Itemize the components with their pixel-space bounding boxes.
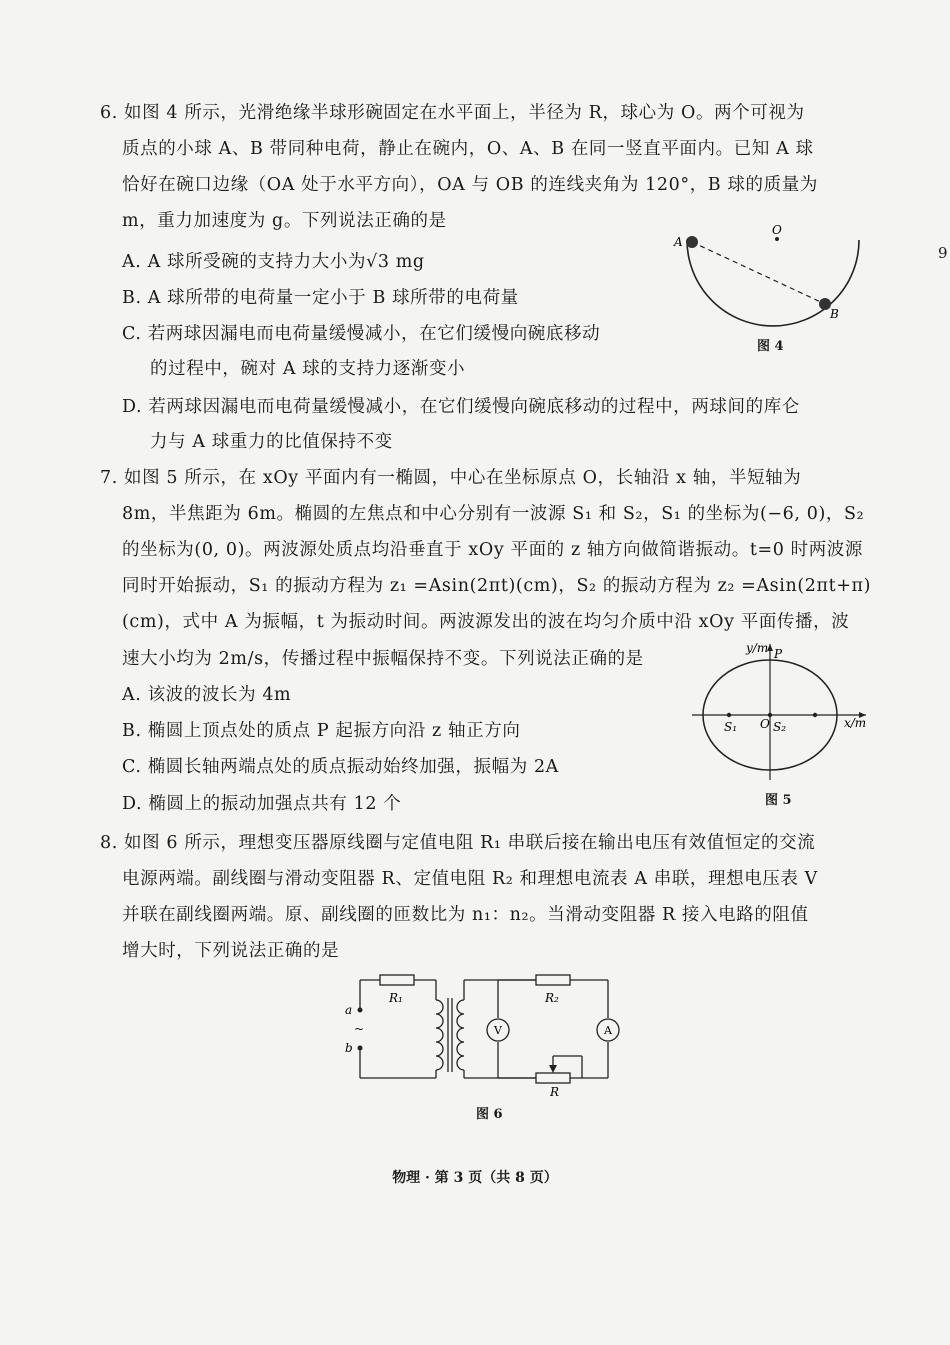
q7-option-d: D. 椭圆上的振动加强点共有 12 个: [122, 794, 402, 814]
ac-source-symbol: ~: [354, 1022, 365, 1036]
label-a-terminal: a: [345, 1003, 353, 1017]
focus-point: [813, 713, 817, 717]
q7-line: (cm)，式中 A 为振幅，t 为振动时间。两波源发出的波在均匀介质中沿 xOy 平面传播，波: [122, 612, 850, 632]
q6-line: 恰好在碗口边缘（OA 处于水平方向），OA 与 OB 的连线夹角为 120°，B 球的质量为: [122, 175, 818, 195]
q8-line: 增大时，下列说法正确的是: [122, 941, 340, 961]
figure-6-caption: 图 6: [476, 1107, 503, 1122]
ammeter-label: A: [604, 1024, 612, 1037]
label-r2: R₂: [545, 991, 559, 1005]
label-b: B: [830, 307, 839, 321]
q6-line: 6. 如图 4 所示，光滑绝缘半球形碗固定在水平面上，半径为 R，球心为 O。两个可视为: [100, 103, 805, 123]
label-p: P: [774, 647, 783, 661]
q7-line: 7. 如图 5 所示，在 xOy 平面内有一椭圆，中心在坐标原点 O，长轴沿 x 轴，半短轴为: [100, 468, 802, 488]
label-r: R: [550, 1085, 560, 1098]
ab-dashed-line: [692, 242, 825, 304]
q7-option-a: A. 该波的波长为 4m: [122, 685, 292, 705]
q7-option-c: C. 椭圆长轴两端点处的质点振动始终加强，振幅为 2A: [122, 757, 559, 777]
q7-line: 同时开始振动，S₁ 的振动方程为 z₁ =Asin(2πt)(cm)，S₂ 的振动方程为 z₂ =Asin(2πt+π): [122, 576, 872, 596]
q8-line: 并联在副线圈两端。原、副线圈的匝数比为 n₁：n₂。当滑动变阻器 R 接入电路的阻值: [122, 905, 809, 925]
label-a: A: [674, 235, 683, 249]
figure-5-ellipse-diagram: [688, 638, 878, 788]
label-s2: S₂: [773, 720, 787, 734]
q7-option-b: B. 椭圆上顶点处的质点 P 起振方向沿 z 轴正方向: [122, 721, 521, 741]
label-x: x/m: [844, 716, 867, 730]
q8-line: 8. 如图 6 所示，理想变压器原线圈与定值电阻 R₁ 串联后接在输出电压有效值恒定的交流: [100, 833, 816, 853]
q6-line: m，重力加速度为 g。下列说法正确的是: [122, 211, 447, 231]
figure-6-circuit-diagram: [340, 970, 630, 1098]
label-r1: R₁: [389, 991, 403, 1005]
center-o: [775, 237, 779, 241]
q6-option-d-cont: 力与 A 球重力的比值保持不变: [150, 432, 393, 452]
s1-point: [727, 713, 731, 717]
ball-a: [686, 236, 698, 248]
edge-mark: 9: [938, 244, 948, 262]
q6-option-c-cont: 的过程中，碗对 A 球的支持力逐渐变小: [150, 359, 466, 379]
label-s1: S₁: [724, 720, 738, 734]
label-o: O: [760, 717, 770, 731]
figure-4-caption: 图 4: [757, 339, 784, 354]
label-b-terminal: b: [345, 1041, 353, 1055]
q7-line: 8m，半焦距为 6m。椭圆的左焦点和中心分别有一波源 S₁ 和 S₂，S₁ 的坐标为(−6, 0)，S₂: [122, 504, 865, 524]
q7-line: 速大小均为 2m/s，传播过程中振幅保持不变。下列说法正确的是: [122, 649, 644, 669]
label-o: O: [772, 223, 782, 237]
voltmeter-label: V: [494, 1024, 502, 1037]
q6-option-a: A. A 球所受碗的支持力大小为√3 mg: [122, 252, 425, 272]
q6-option-b: B. A 球所带的电荷量一定小于 B 球所带的电荷量: [122, 288, 519, 308]
page-footer: 物理 · 第 3 页（共 8 页）: [392, 1170, 558, 1186]
q7-line: 的坐标为(0, 0)。两波源处质点均沿垂直于 xOy 平面的 z 轴方向做简谐振动。t=0 时两波源: [122, 540, 864, 560]
figure-5-caption: 图 5: [765, 793, 792, 808]
q6-option-d: D. 若两球因漏电而电荷量缓慢减小，在它们缓慢向碗底移动的过程中，两球间的库仑: [122, 397, 800, 417]
q8-line: 电源两端。副线圈与滑动变阻器 R、定值电阻 R₂ 和理想电流表 A 串联，理想电压表 V: [122, 869, 818, 889]
q6-option-c: C. 若两球因漏电而电荷量缓慢减小，在它们缓慢向碗底移动: [122, 324, 601, 344]
q6-line: 质点的小球 A、B 带同种电荷，静止在碗内，O、A、B 在同一竖直平面内。已知 A 球: [122, 139, 814, 159]
label-y: y/m: [746, 641, 769, 655]
